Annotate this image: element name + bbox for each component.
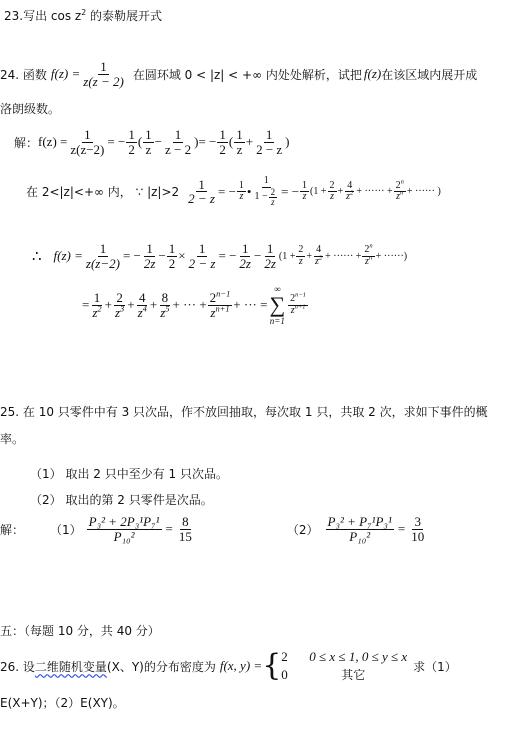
sol-half-d: 2 [128, 141, 135, 157]
sol2-lhs-n: 1 [198, 176, 205, 192]
sol4-dots2: + ··· = [233, 297, 268, 312]
q26-prefix: 26. 设 [0, 659, 35, 674]
sol25-a-num: P₃² + 2P₃¹P₇¹ [88, 514, 160, 529]
sol2-s1d: z [330, 191, 334, 203]
q26-wavy-term: 二维随机变量 [34, 659, 107, 674]
sol3-times: × [178, 248, 186, 264]
sol-fz: f(z) = [38, 134, 68, 150]
sol2-t2da: 1 − [254, 191, 268, 203]
sol4-eq: = [82, 297, 90, 312]
sol2-s3n-sup: n [400, 178, 404, 186]
q26-case1-val: 2 [281, 649, 288, 664]
sol2-s2d-sup: 2 [350, 189, 354, 197]
sol25-b-rn: 3 [414, 514, 421, 529]
sol2-t2dbd: z [271, 196, 275, 207]
sol-paren2-open: ( [228, 134, 234, 150]
sol-paren2-close: ) [285, 134, 290, 150]
q26-line2: E(X+Y)；（2）E(XY)。 [0, 696, 125, 710]
sol3-eq1: = − [122, 248, 141, 264]
sol-twomz: 2 − z [256, 141, 283, 157]
sol4-t6ns: n−1 [295, 291, 307, 299]
sol3-ed: 2z [264, 255, 276, 271]
sol-eq: = − [107, 134, 126, 150]
q26-case2-val: 0 [281, 667, 288, 682]
sol2-t3n: 1 [302, 179, 308, 191]
sol2-eq2: = − [281, 183, 300, 199]
sol3-d1: z(z−2) [85, 255, 120, 271]
sol25-a-rn: 8 [182, 514, 189, 529]
sol3-close: + ······) [375, 250, 408, 262]
sol3-bn: 1 [168, 241, 176, 256]
q24-num: 1 [100, 59, 107, 74]
sol4-t6d: z [290, 304, 295, 316]
sol3-hd: z [364, 255, 369, 267]
sol25-label: 解： [0, 522, 25, 537]
sol3-hn-sup: n [369, 242, 373, 250]
sol-eq2: = − [198, 134, 217, 150]
section-5-title: 五：（每题 10 分，共 40 分） [0, 624, 160, 638]
q24-prefix: 24. 函数 [0, 67, 47, 82]
sol3-open: (1 + [278, 250, 296, 262]
sol3-fz: f(z) = [53, 248, 83, 264]
sol-zm2: z − 2 [165, 141, 192, 157]
sol-z2: z [236, 141, 243, 157]
sol-den1: z(z−2) [70, 141, 105, 157]
sol25-b-num: P₃² + P₇¹P₃¹ [327, 514, 392, 529]
sol3-dn: 1 [241, 241, 249, 256]
q24-middle: 在圆环域 0 < |z| < +∞ 内处处解析，试把 [132, 67, 362, 82]
solution-24-line4: = $\frac{1}{z^2}$ + $\frac{2}{z^3}$ + $\frac{4}{z^4}$ + $\frac{8}{z^5}$ + ··· + $\frac{2^{n-1}}{z^{n+1}}$ + ··· = ∞ ∑ n=1 $\frac{2^{n-1}}{z^{n+1}}$ [82, 284, 307, 326]
sol3-gn: 4 [316, 244, 322, 256]
sol3-m2: − [253, 248, 262, 264]
sol3-gd: z [315, 255, 319, 267]
sol2-dot: • [246, 183, 252, 199]
sol2-lhs-d: 2 − z [188, 191, 215, 207]
sol-minus: − [154, 134, 162, 150]
sigma-bottom: n=1 [269, 316, 285, 326]
sol2-open: (1 + [310, 186, 327, 198]
sol4-t1n: 1 [93, 289, 101, 305]
sol2-t1d: z [239, 191, 244, 203]
sol3-en: 1 [266, 241, 274, 256]
question-23 [4, 7, 162, 24]
sol4-t3n: 4 [138, 289, 146, 305]
sol-paren-close: ) [194, 134, 199, 150]
sol4-t5n: 2 [209, 289, 217, 305]
sol-paren-open: ( [137, 134, 143, 150]
sol4-t3d: z [137, 304, 143, 320]
sol3-fn: 2 [298, 244, 304, 256]
sol3-fd: z [298, 255, 303, 267]
sol3-hd-sup: n [368, 254, 373, 262]
sol4-t2s: 3 [120, 303, 125, 314]
q23-sup: 2 [81, 8, 87, 17]
sol2-close: + ······ ) [406, 186, 441, 198]
sol2-plus: + [337, 186, 344, 198]
q24-line2: 洛朗级数。 [0, 102, 61, 116]
sol3-hn: 2 [364, 244, 370, 256]
q26-mid: (X、Y)的分布密度为 [106, 659, 216, 674]
sol4-t6n: 2 [290, 293, 296, 304]
sol3-bd: 2 [168, 255, 176, 271]
sol25-a-eq: = [165, 521, 173, 537]
sol-half2-n: 1 [219, 127, 226, 142]
q25-item2: （2） 取出的第 2 只零件是次品。 [30, 493, 213, 507]
sol3-dots: + ······ + [325, 250, 362, 262]
sol-c: 1 [236, 127, 243, 142]
sol4-t3s: 4 [142, 303, 147, 314]
q24-fraction [81, 60, 126, 88]
question-24 [0, 60, 506, 88]
sol4-t1s: 2 [97, 303, 102, 314]
sol25-two: （2） [286, 522, 319, 537]
sol-plus: + [245, 134, 254, 150]
sol4-t4n: 8 [161, 289, 169, 305]
solution-24-line1 [14, 128, 290, 156]
sol4-t1d: z [92, 304, 98, 320]
sigma-block [269, 284, 285, 326]
q24-func2: f(z) [363, 66, 382, 82]
q25-item1: （1） 取出 2 只中至少有 1 只次品。 [30, 467, 228, 481]
sol3-dd: 2z [239, 255, 251, 271]
q26-brace: { [262, 648, 282, 683]
sol4-t5ns: n−1 [216, 288, 231, 299]
sol-z: z [145, 141, 152, 157]
q25-line1: 25. 在 10 只零件中有 3 只次品，作不放回抽取，每次取 1 只，共取 2 次，求如下事件的概 [0, 405, 488, 419]
solution-24-line2 [26, 176, 441, 207]
sol-b: 1 [174, 127, 182, 142]
sol3-an: 1 [146, 241, 153, 256]
q26-case1-cond: 0 ≤ x ≤ 1, 0 ≤ y ≤ x [309, 649, 408, 664]
sol2-eq: = − [218, 183, 236, 199]
sol2-s3d: z [396, 191, 401, 203]
sol4-t2d: z [114, 304, 121, 320]
sol4-dots: + ··· + [172, 297, 207, 312]
sol2-t2dbn: 2 [270, 186, 276, 197]
sol2-s2n: 4 [347, 179, 353, 191]
sol25-b-den: P₁₀² [349, 528, 371, 544]
sol4-t4s: 5 [165, 303, 170, 314]
sol-a: 1 [145, 127, 152, 142]
sol2-s3d-sup: n [400, 189, 404, 197]
sol3-plus: + [306, 250, 312, 262]
sol25-a-den: P₁₀² [113, 528, 135, 544]
sol2-t2n: 1 [263, 175, 269, 186]
sol-num1: 1 [84, 127, 91, 142]
sol3-cn: 1 [198, 241, 206, 256]
q26-func: f(x, y) = [219, 658, 263, 673]
sol-half2-d: 2 [219, 141, 226, 157]
q23-text: 23.写出 cos z [4, 9, 82, 23]
sigma-symbol: ∑ [269, 292, 286, 317]
sol25-b-eq: = [397, 521, 406, 537]
q26-cases [281, 648, 407, 684]
sol3-ad: 2z [143, 255, 156, 271]
sol25-b-rd: 10 [411, 528, 425, 544]
q26-case2-cond: 其它 [341, 668, 366, 682]
sigma-top: ∞ [274, 284, 281, 294]
sol2-cond: 在 2<|z|<+∞ 内， ∵ |z|>2 [26, 185, 180, 200]
sol25-a-rd: 15 [178, 528, 192, 544]
sol-d: 1 [265, 127, 273, 142]
solution-24-line3 [32, 242, 407, 270]
sol4-t2n: 2 [116, 289, 123, 305]
sol3-eq2: = − [218, 248, 237, 264]
q25-line2: 率。 [0, 432, 25, 446]
q23-tail: 的泰勒展开式 [86, 9, 163, 23]
q24-den: z(z − 2) [83, 73, 124, 89]
sol4-t4d: z [160, 304, 166, 320]
therefore-symbol: ∴ [32, 248, 42, 265]
question-26 [0, 648, 506, 684]
sol25-one: （1） [50, 522, 82, 537]
sol3-m: − [158, 248, 166, 264]
sol2-s1n: 2 [329, 179, 335, 191]
sol-half-n: 1 [128, 127, 135, 142]
q24-func: f(z) = [50, 66, 81, 82]
sol2-s3n: 2 [395, 179, 401, 191]
sol3-n1: 1 [99, 241, 107, 256]
sol4-t6ds: n+1 [294, 303, 306, 311]
sol3-gd-sup: 2 [318, 254, 323, 262]
sol3-cd: 2 − z [188, 255, 216, 271]
sol2-s2d: z [346, 191, 351, 203]
sol2-t1n: 1 [238, 179, 244, 191]
sol4-t5ds: n+1 [215, 303, 230, 314]
q24-tail: 在该区域内展开成 [381, 67, 478, 82]
q26-tail: 求（1） [413, 659, 457, 674]
sol4-t5d: z [210, 304, 216, 320]
sol2-t3d: z [302, 191, 307, 203]
solution-25 [0, 515, 500, 543]
sol2-dots: + ······ + [356, 186, 393, 198]
sol-label: 解： [14, 135, 39, 150]
